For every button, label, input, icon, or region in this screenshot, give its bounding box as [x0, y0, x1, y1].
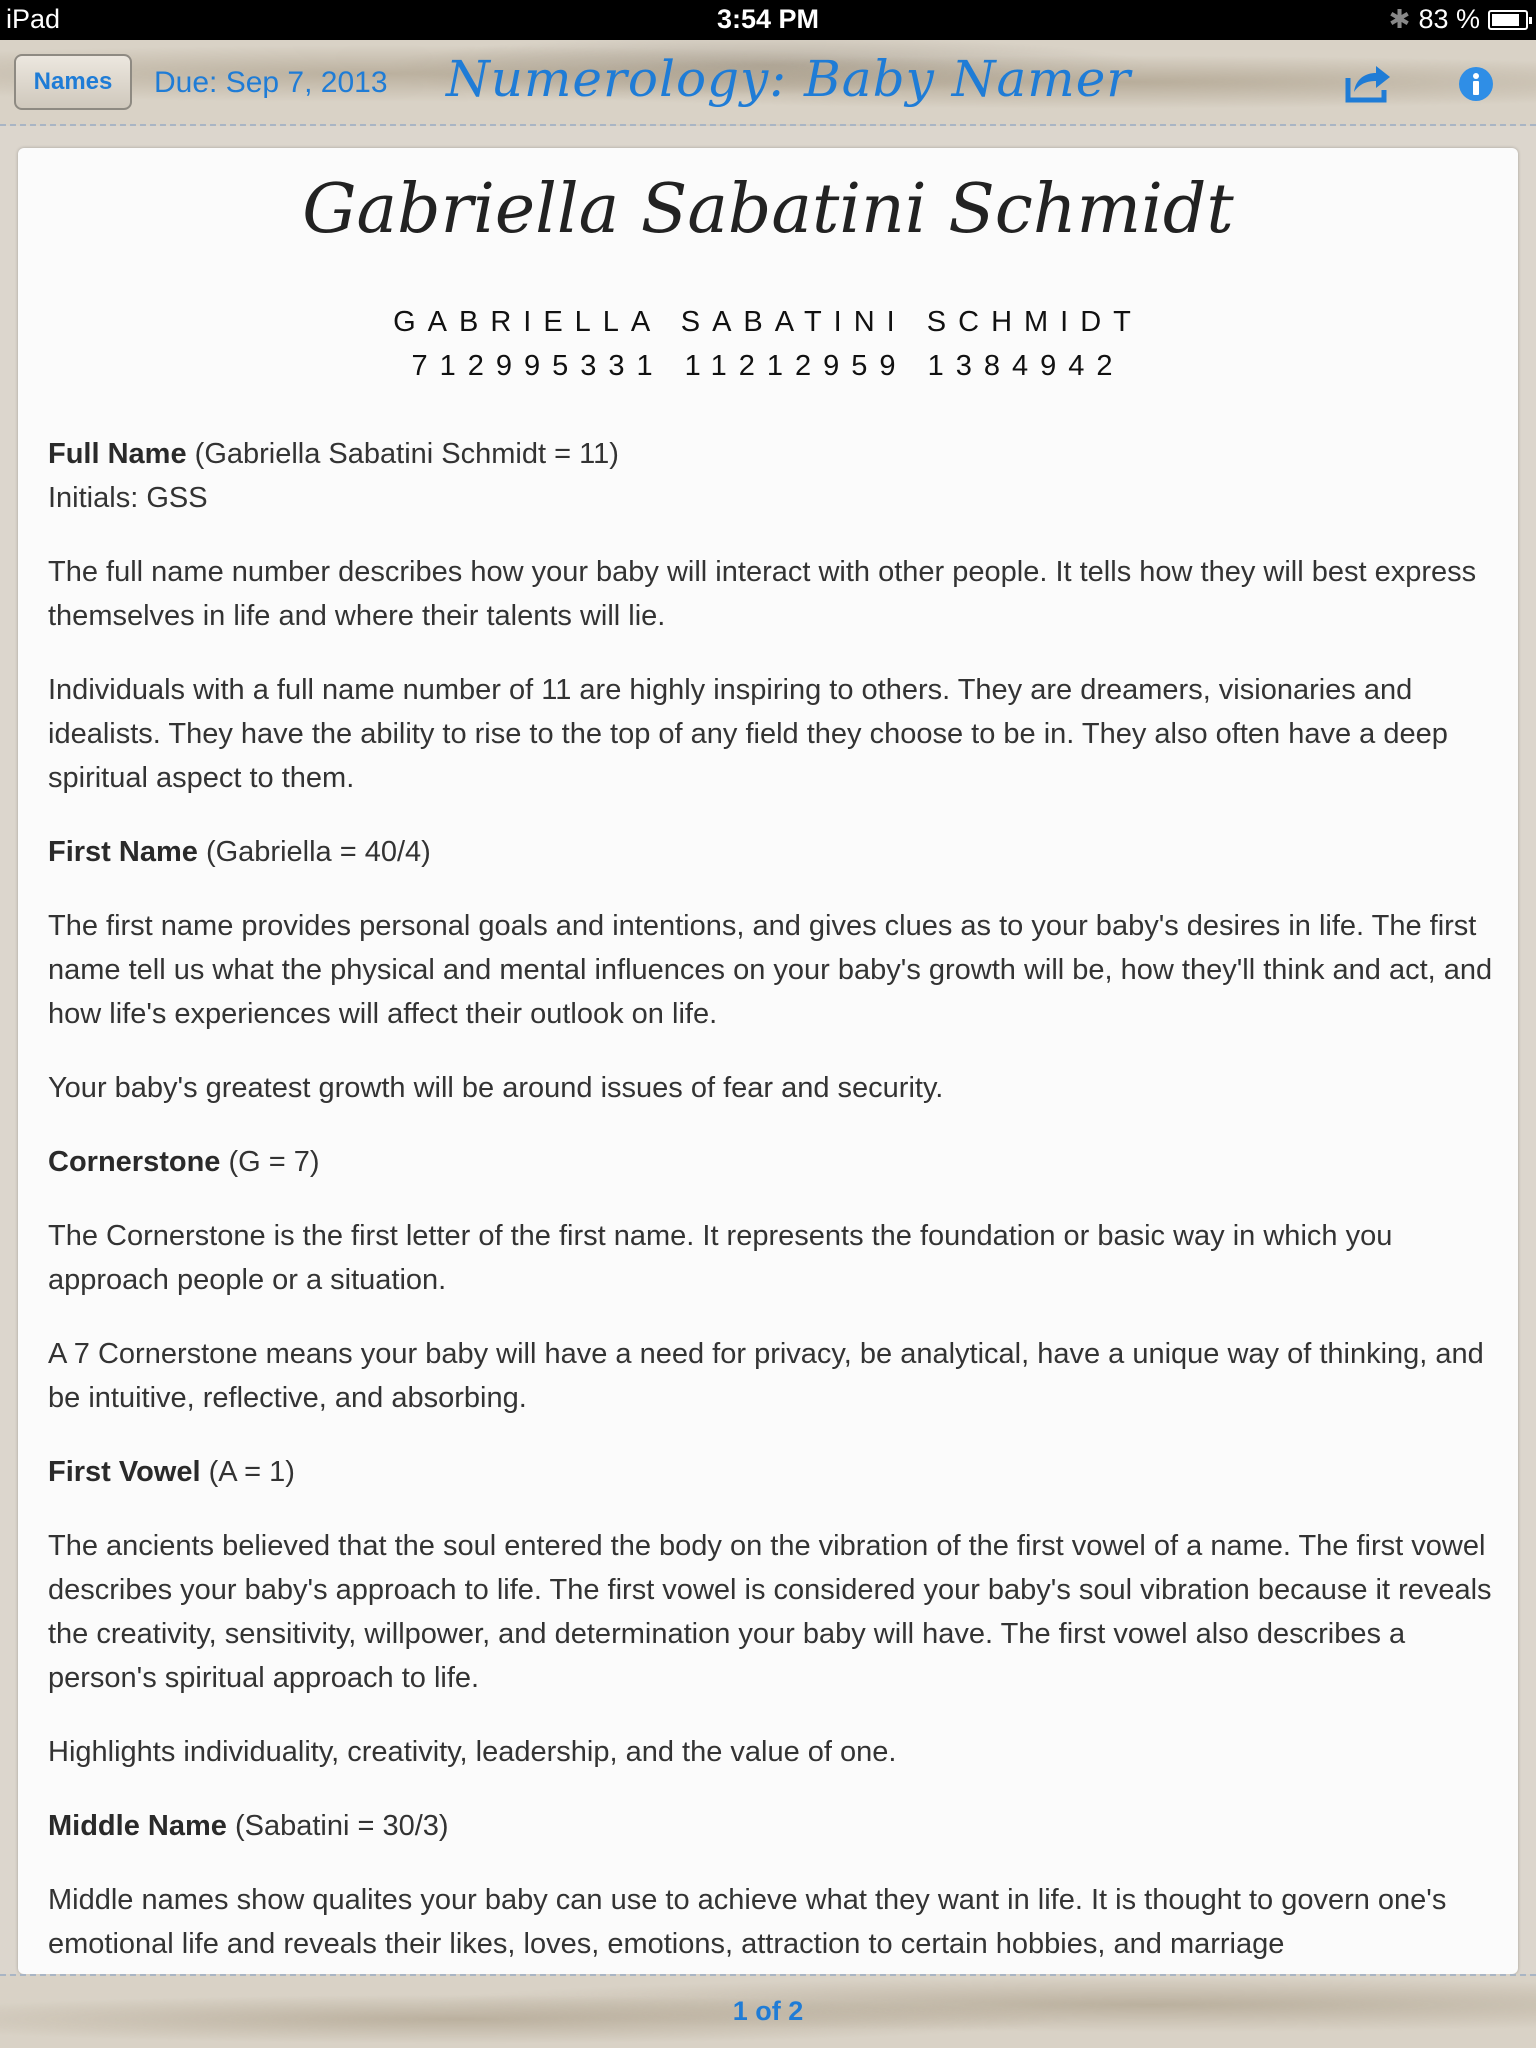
- bluetooth-icon: ✱: [1388, 4, 1411, 34]
- cornerstone-paragraph-2: A 7 Cornerstone means your baby will have a need for privacy, be analytical, have a unique way of thinking, and be intuitive, reflective, and absorbing.: [48, 1338, 1484, 1414]
- first-vowel-line: [48, 1450, 1508, 1494]
- full-name-value: (Gabriella Sabatini Schmidt = 11): [194, 438, 619, 470]
- name-digits: 712995331 11212959 1384942: [411, 350, 1125, 382]
- cornerstone-value: (G = 7): [228, 1146, 320, 1178]
- battery-fill: [1492, 14, 1519, 26]
- full-name-heading: Full Name: [48, 438, 187, 470]
- initials: Initials: GSS: [48, 482, 208, 514]
- cornerstone-heading: Cornerstone: [48, 1146, 221, 1178]
- status-bar: [0, 0, 1536, 40]
- battery-icon: [1488, 10, 1528, 30]
- first-name-line: [48, 830, 1508, 874]
- cornerstone-line: [48, 1140, 1508, 1184]
- clock: 3:54 PM: [716, 4, 820, 34]
- page-indicator[interactable]: 1 of 2: [732, 1996, 804, 2026]
- report-body: [48, 432, 1508, 1974]
- first-name-heading: First Name: [48, 836, 198, 868]
- middle-name-value: (Sabatini = 30/3): [234, 1810, 449, 1842]
- names-button[interactable]: Names: [14, 54, 132, 110]
- cornerstone-paragraph-1: The Cornerstone is the first letter of the first name. It represents the foundation or basic way in which you approach people or a situation.: [48, 1220, 1393, 1296]
- middle-name-heading: Middle Name: [48, 1810, 227, 1842]
- first-vowel-heading: First Vowel: [48, 1456, 201, 1488]
- share-icon[interactable]: [1342, 60, 1392, 104]
- app-title: Numerology: Baby Namer: [446, 50, 1132, 108]
- full-name-paragraph-2: Individuals with a full name number of 11 are highly inspiring to others. They are dreamers, visionaries and idealists. They have the ability to rise to the top of any field they choose to be in. They also often have a deep spiritual aspect to them.: [48, 674, 1448, 794]
- status-right: [1389, 4, 1528, 35]
- first-name-value: (Gabriella = 40/4): [205, 836, 431, 868]
- bottom-toolbar: [0, 1974, 1536, 2048]
- carrier-label: iPad: [6, 4, 61, 34]
- battery-percent: 83 %: [1418, 4, 1480, 34]
- full-name-line: [48, 432, 1508, 476]
- top-toolbar: [0, 40, 1536, 126]
- name-title: Gabriella Sabatini Schmidt: [302, 170, 1234, 249]
- name-letters: GABRIELLA SABATINI SCHMIDT: [393, 306, 1143, 338]
- full-name-paragraph-1: The full name number describes how your baby will interact with other people. It tells how they will best express themselves in life and where their talents will lie.: [48, 556, 1477, 632]
- due-date: Due: Sep 7, 2013: [154, 66, 388, 99]
- first-name-paragraph-1: The first name provides personal goals and intentions, and gives clues as to your baby's desires in life. The first name tell us what the physical and mental influences on your baby's growth will be, how they'll think and act, and how life's experiences will affect their outlook on life.: [48, 910, 1493, 1030]
- middle-name-line: [48, 1804, 1508, 1848]
- name-report: [18, 148, 1518, 1974]
- first-vowel-paragraph-1: The ancients believed that the soul entered the body on the vibration of the first vowel of a name. The first vowel describes your baby's approach to life. The first vowel is considered your baby's soul vibration because it reveals the creativity, sensitivity, willpower, and determination your baby will have. The first vowel also describes a person's spiritual approach to life.: [48, 1530, 1492, 1694]
- first-vowel-paragraph-2: Highlights individuality, creativity, leadership, and the value of one.: [48, 1736, 897, 1768]
- info-icon[interactable]: [1458, 66, 1494, 102]
- first-vowel-value: (A = 1): [208, 1456, 295, 1488]
- middle-name-paragraph-1: Middle names show qualites your baby can use to achieve what they want in life. It is thought to govern one's emotional life and reveals their likes, loves, emotions, attraction to certain hobbies, and marriage: [48, 1884, 1447, 1960]
- first-name-paragraph-2: Your baby's greatest growth will be around issues of fear and security.: [48, 1072, 944, 1104]
